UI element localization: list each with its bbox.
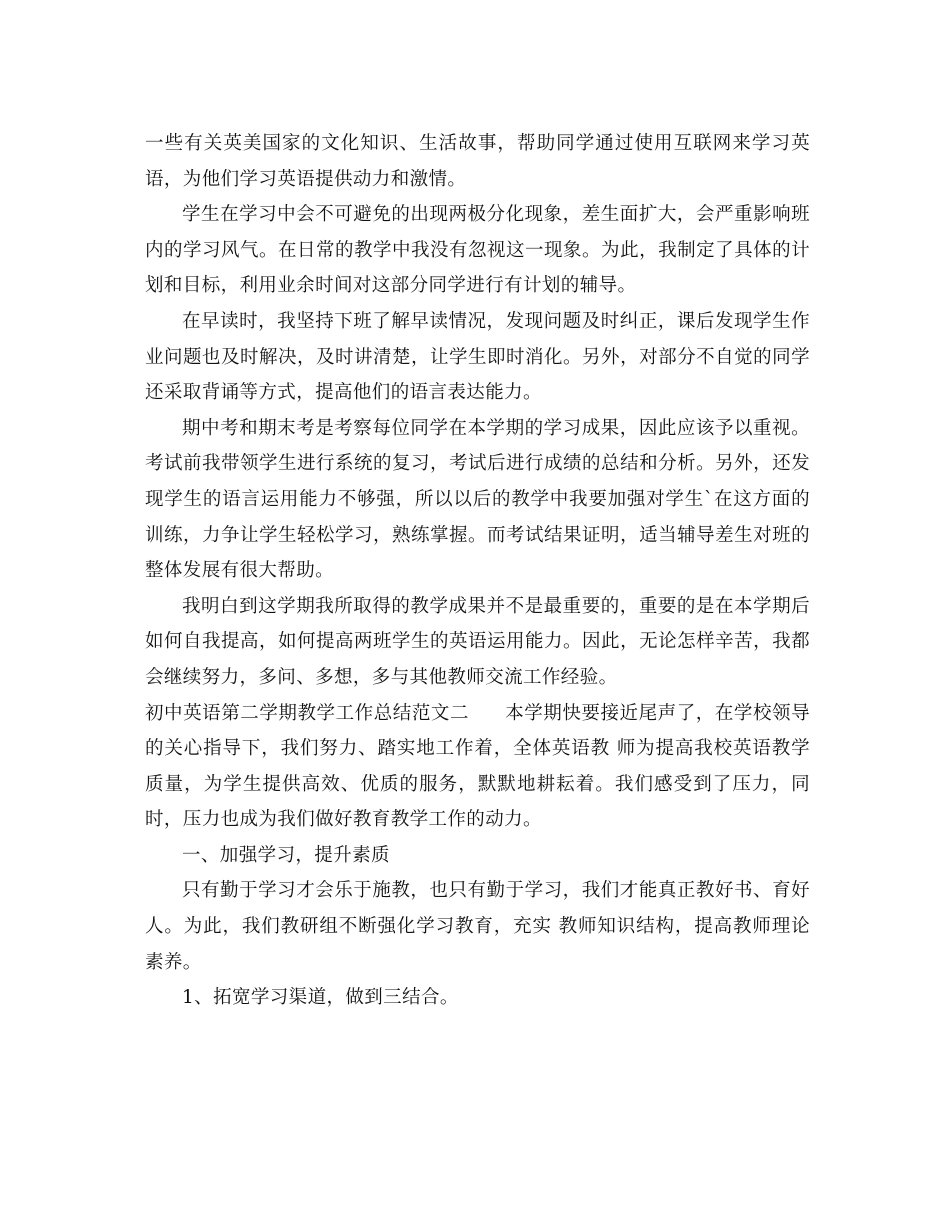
- paragraph-after-heading: 只有勤于学习才会乐于施教，也只有勤于学习，我们才能真正教好书、育好人。为此，我们教研组不断强化学习教育，充实 教师知识结构，提高教师理论素养。: [145, 880, 810, 973]
- heading-1: 一、加强学习，提升素质: [182, 844, 390, 866]
- section-intro: 本学期快要接近尾声了，在学校领导的关心指导下，我们努力、踏实地工作着，全体英语教 师为提高我校英语教学质量，为学生提供高效、优质的服务，默默地耕耘着。我们感受到了压力，同时，压力也成为我们做好教育教学工作的动力。: [145, 702, 810, 831]
- paragraph-4: 期中考和期末考是考察每位同学在本学期的学习成果，因此应该予以重视。考试前我带领学生进行系统的复习，考试后进行成绩的总结和分析。另外，还发现学生的语言运用能力不够强，所以以后的教学中我要加强对学生`在这方面的训练，力争让学生轻松学习，熟练掌握。而考试结果证明，适当辅导差生对班的整体发展有很大帮助。: [145, 417, 810, 582]
- paragraph-2: 学生在学习中会不可避免的出现两极分化现象，差生面扩大，会严重影响班内的学习风气。在日常的教学中我没有忽视这一现象。为此，我制定了具体的计划和目标，利用业余时间对这部分同学进行有计划的辅导。: [145, 204, 810, 297]
- paragraph-5: 我明白到这学期我所取得的教学成果并不是最重要的，重要的是在本学期后如何自我提高，如何提高两班学生的英语运用能力。因此，无论怎样辛苦，我都会继续努力，多问、多想，多与其他教师交流工作经验。: [145, 595, 810, 688]
- section-title: 初中英语第二学期教学工作总结范文二: [145, 702, 470, 724]
- document-body: [145, 126, 810, 1016]
- paragraph-3: 在早读时，我坚持下班了解早读情况，发现问题及时纠正，课后发现学生作业问题也及时解决，及时讲清楚，让学生即时消化。另外，对部分不自觉的同学还采取背诵等方式，提高他们的语言表达能力。: [145, 310, 810, 404]
- section-paragraph: [145, 696, 810, 838]
- list-item-1: 1、拓宽学习渠道，做到三结合。: [182, 987, 459, 1009]
- paragraph-1: 一些有关英美国家的文化知识、生活故事，帮助同学通过使用互联网来学习英语，为他们学习英语提供动力和激情。: [145, 133, 810, 190]
